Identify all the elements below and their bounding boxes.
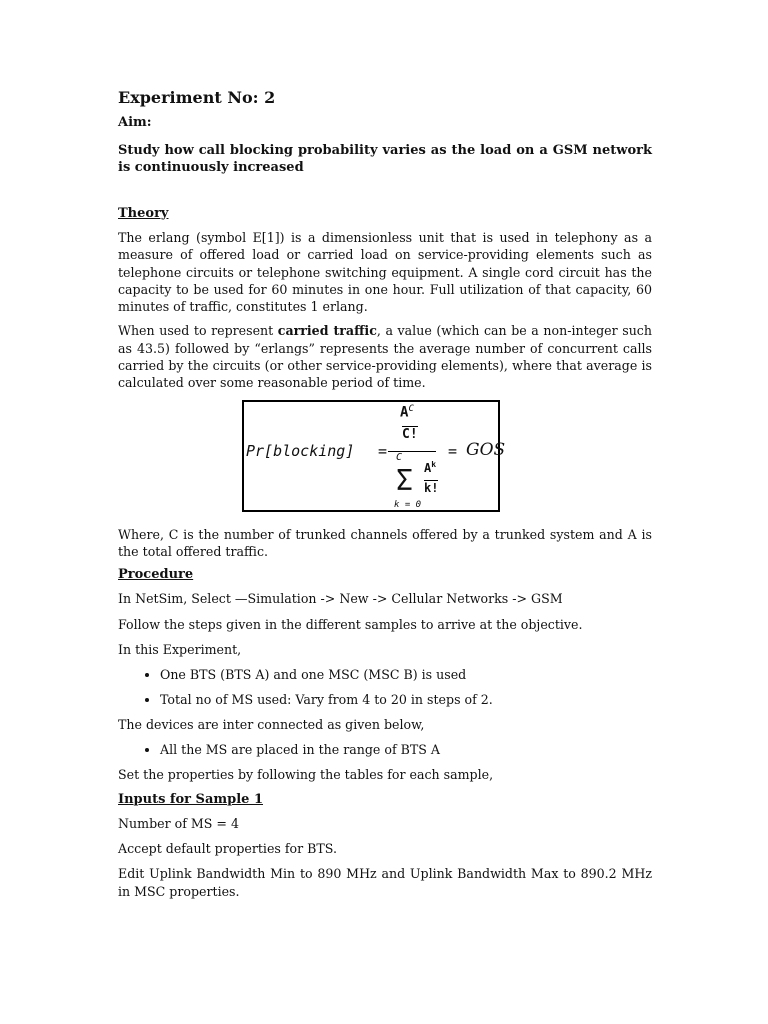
list-item: • All the MS are placed in the range of BTS A bbox=[160, 741, 652, 758]
formula-rhs: GOS bbox=[466, 439, 506, 460]
formula-numerator bbox=[400, 404, 414, 421]
formula-k-factorial: k! bbox=[424, 480, 439, 495]
procedure-step-3: In this Experiment, bbox=[118, 641, 242, 657]
formula-sum-lower: k = 0 bbox=[394, 499, 422, 510]
formula-a-power-k bbox=[424, 460, 436, 475]
where-text: Where, C is the number of trunked channels offered by a trunked system and A is the total offered traffic. bbox=[118, 526, 652, 559]
carried-traffic-term: carried traffic bbox=[277, 323, 377, 339]
aim-text: Study how call blocking probability varies as the load on a GSM network is continuously increased bbox=[118, 143, 652, 175]
interconnect-bullet-list bbox=[118, 741, 652, 758]
input-line-1: Number of MS = 4 bbox=[118, 815, 239, 831]
input-line-2: Accept default properties for BTS. bbox=[118, 841, 337, 857]
erlang-b-formula bbox=[242, 400, 506, 512]
sigma-icon: Σ bbox=[396, 463, 413, 497]
numerator-exponent-c: C bbox=[408, 403, 414, 414]
sum-term-a: A bbox=[424, 460, 432, 475]
procedure-step-4: The devices are inter connected as given below, bbox=[118, 717, 425, 733]
theory-heading: Theory bbox=[118, 206, 169, 221]
procedure-step-1: In NetSim, Select —Simulation -> New -> Cellular Networks -> GSM bbox=[118, 591, 563, 607]
sum-term-exponent-k: k bbox=[431, 459, 437, 469]
procedure-step-5: Set the properties by following the tables for each sample, bbox=[118, 767, 494, 783]
input-line-3: Edit Uplink Bandwidth Min to 890 MHz and Uplink Bandwidth Max to 890.2 MHz in MSC properties. bbox=[118, 866, 652, 899]
formula-equals-1: = bbox=[378, 441, 388, 460]
procedure-heading: Procedure bbox=[118, 567, 194, 583]
list-item: • One BTS (BTS A) and one MSC (MSC B) is used bbox=[160, 666, 652, 683]
experiment-bullet-list bbox=[118, 666, 652, 708]
document-page bbox=[118, 88, 652, 907]
formula-sum-upper: C bbox=[396, 451, 403, 463]
inputs-heading: Inputs for Sample 1 bbox=[118, 791, 263, 807]
formula-equals-2: = bbox=[448, 441, 458, 460]
aim-label: Aim: bbox=[118, 115, 152, 130]
theory-p2-pre: When used to represent bbox=[118, 323, 278, 339]
theory-paragraph-2 bbox=[118, 322, 652, 391]
theory-paragraph-1: The erlang (symbol E[1]) is a dimensionless unit that is used in telephony as a measure of offered load or carried load on service-providing elements such as telephone circuits or telephone switching equipment. A single cord circuit has the capacity to be used for 60 minutes in one hour. Full utilization of that capacity, 60 minutes of traffic, constitutes 1 erlang. bbox=[118, 230, 652, 315]
formula-lhs: Pr[blocking] bbox=[246, 441, 355, 460]
list-item: • Total no of MS used: Vary from 4 to 20 in steps of 2. bbox=[160, 691, 652, 708]
theory-p2-post: , a value (which can be a non-integer such as 43.5) followed by “erlangs” represents the average number of concurrent calls carried by the circuits (or other service-providing elements), where that average is calculated over some reasonable period of time. bbox=[118, 323, 652, 391]
procedure-step-2: Follow the steps given in the different samples to arrive at the objective. bbox=[118, 616, 583, 632]
numerator-a: A bbox=[400, 404, 409, 421]
formula-c-factorial: C! bbox=[402, 426, 418, 442]
experiment-title: Experiment No: 2 bbox=[118, 88, 276, 107]
